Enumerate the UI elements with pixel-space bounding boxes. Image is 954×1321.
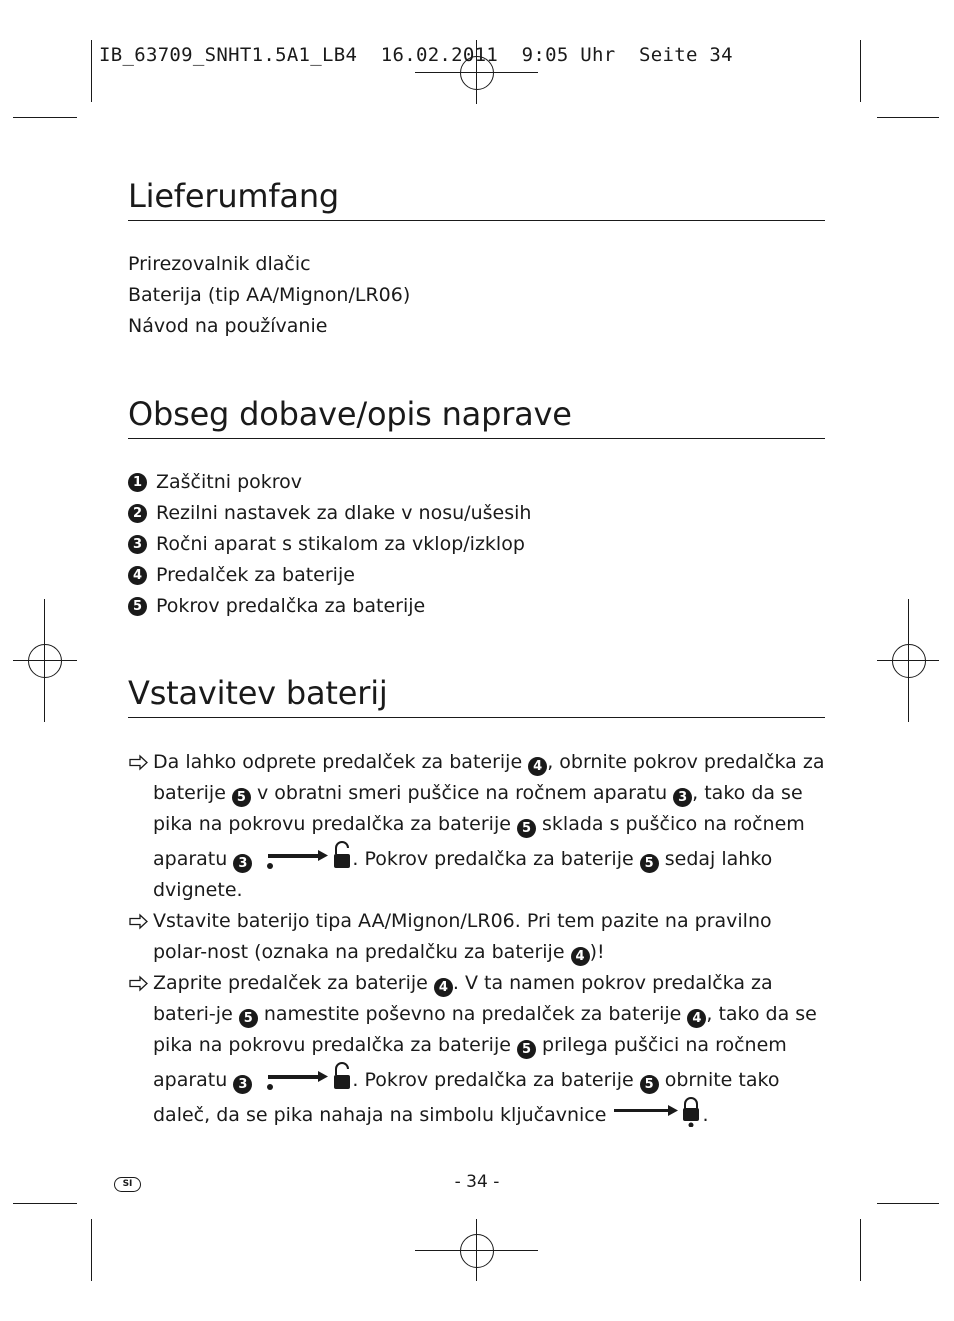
- part-label: Zaščitni pokrov: [156, 471, 303, 493]
- instruction-steps: [128, 747, 825, 1131]
- list-item: [128, 498, 825, 529]
- parts-list: [128, 467, 825, 622]
- registration-mark-icon: [28, 644, 62, 678]
- part-label: Predalček za baterije: [156, 564, 355, 586]
- language-badge: SI: [114, 1177, 141, 1192]
- list-item: [128, 467, 825, 498]
- registration-mark-icon: [460, 1234, 494, 1268]
- number-badge: 5: [640, 1075, 659, 1094]
- list-item: Baterija (tip AA/Mignon/LR06): [128, 284, 411, 306]
- crop-mark: [877, 117, 939, 118]
- list-item: Prirezovalnik dlačic: [128, 253, 311, 275]
- crop-mark: [91, 40, 92, 102]
- part-label: Rezilni nastavek za dlake v nosu/ušesih: [156, 502, 532, 524]
- crop-mark: [91, 1219, 92, 1281]
- number-badge: 5: [239, 1009, 258, 1028]
- number-badge: 3: [673, 788, 692, 807]
- section-lieferumfang: [128, 176, 825, 342]
- number-badge: 5: [517, 1040, 536, 1059]
- page-number: - 34 -: [454, 1172, 500, 1192]
- print-slug: IB_63709_SNHT1.5A1_LB4 16.02.2011 9:05 Uhr Seite 34: [99, 44, 733, 66]
- number-badge: 3: [128, 535, 147, 554]
- number-badge: 5: [128, 597, 147, 616]
- number-badge: 4: [571, 947, 590, 966]
- number-badge: 3: [233, 1075, 252, 1094]
- number-badge: 5: [517, 819, 536, 838]
- section-obseg-dobave: [128, 394, 825, 622]
- crop-mark: [13, 117, 77, 118]
- hollow-arrow-icon: [128, 906, 150, 937]
- number-badge: 5: [640, 854, 659, 873]
- part-label: Pokrov predalčka za baterije: [156, 595, 426, 617]
- number-badge: 4: [687, 1009, 706, 1028]
- number-badge: 2: [128, 504, 147, 523]
- registration-mark-icon: [892, 644, 926, 678]
- list-item: [128, 529, 825, 560]
- number-badge: 3: [233, 854, 252, 873]
- section-title: Lieferumfang: [128, 176, 825, 221]
- part-label: Ročni aparat s stikalom za vklop/izklop: [156, 533, 525, 555]
- crop-mark: [13, 1203, 77, 1204]
- section-title: Vstavitev baterij: [128, 673, 825, 718]
- contents-list: [128, 249, 825, 342]
- arrow-unlock-icon: [258, 840, 352, 871]
- arrow-lock-icon: [612, 1096, 702, 1127]
- instruction-step: Zaprite predalček za baterije 4 . V ta namen pokrov predalčka za bateri-je 5 namestite poševno na predalček za baterije 4 , tako da se pika na pokrovu predalčka za baterije 5 prilega puščici na ročnem aparatu 3 . Pokrov predalčka za baterije 5 obrnite tako daleč, da se pika nahaja na simbolu ključavnice .: [128, 968, 825, 1131]
- list-item: [128, 591, 825, 622]
- instruction-step: Vstavite baterijo tipa AA/Mignon/LR06. Pri tem pazite na pravilno polar-nost (oznaka na predalčku za baterije 4 )!: [128, 906, 825, 968]
- list-item: [128, 560, 825, 591]
- arrow-unlock-icon: [258, 1061, 352, 1092]
- crop-mark: [860, 1219, 861, 1281]
- number-badge: 5: [232, 788, 251, 807]
- crop-mark: [877, 1203, 939, 1204]
- hollow-arrow-icon: [128, 747, 150, 778]
- instruction-step: Da lahko odprete predalček za baterije 4 , obrnite pokrov predalčka za baterije 5 v obratni smeri puščice na ročnem aparatu 3 , tako da se pika na pokrovu predalčka za baterije 5 sklada s puščico na ročnem aparatu 3 . Pokrov predalčka za baterije 5 sedaj lahko dvignete.: [128, 747, 825, 906]
- number-badge: 4: [528, 757, 547, 776]
- crop-mark: [860, 40, 861, 102]
- number-badge: 1: [128, 473, 147, 492]
- number-badge: 4: [434, 978, 453, 997]
- number-badge: 4: [128, 566, 147, 585]
- section-title: Obseg dobave/opis naprave: [128, 394, 825, 439]
- section-vstavitev-baterij: [128, 673, 825, 1131]
- hollow-arrow-icon: [128, 968, 150, 999]
- list-item: Návod na používanie: [128, 315, 328, 337]
